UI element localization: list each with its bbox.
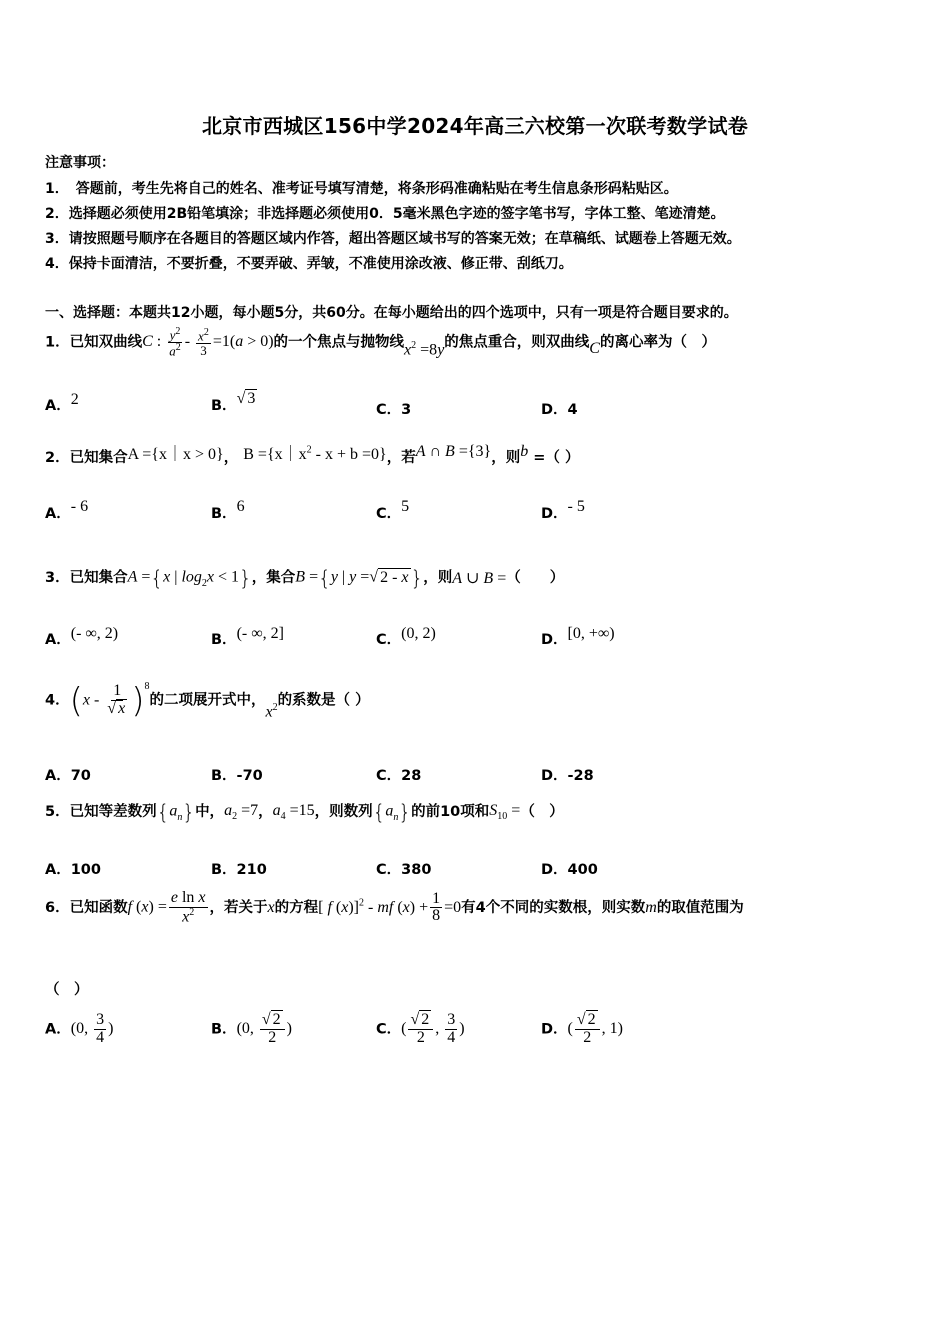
- q6-option-a: A．(0, $\frac{3}{4}$ ): [45, 1011, 114, 1046]
- page-title: 北京市西城区156中学2024年高三六校第一次联考数学试卷: [201, 114, 749, 138]
- q2-option-a: A．- 6: [45, 498, 89, 522]
- q4-option-c: C．28: [376, 768, 422, 784]
- section-heading: 一、选择题：本题共12小题，每小题5分，共60分。在每小题给出的四个选项中，只有一项是符合题目要求的。: [45, 305, 738, 321]
- q6-answer-paren: （ ）: [45, 982, 89, 998]
- q4-option-b: B．-70: [211, 768, 263, 784]
- q6-option-b: B．(0, $\frac{√ 2}{2}$ ): [211, 1011, 292, 1046]
- q2-option-b: B．6: [211, 498, 245, 522]
- note-item-3: 3．请按照题号顺序在各题目的答题区域内作答，超出答题区域书写的答案无效；在草稿纸、试题卷上答题无效。: [45, 231, 741, 247]
- note-item-2: 2．选择题必须使用2B铅笔填涂；非选择题必须使用0．5毫米黑色字迹的签字笔书写，字体工整、笔迹清楚。: [45, 206, 725, 222]
- notes-heading: 注意事项：: [45, 155, 115, 171]
- q3-option-a: A．(- ∞, 2): [45, 625, 119, 648]
- q6-option-d: D．( $\frac{√ 2}{2}$ , 1): [541, 1011, 623, 1046]
- note-item-4: 4．保持卡面清洁，不要折叠，不要弄破、弄皱，不准使用涂改液、修正带、刮纸刀。: [45, 256, 573, 272]
- question-3: 3．已知集合A ={x | $\log_2x < 1$}，集合B ={y | y =√ 2 - x }，则A ∪ B =（ ）: [45, 566, 565, 590]
- question-1: 1．已知双曲线C : $\frac{y^2}{a^2}$ - $\frac{x^2}{3}$ =1(a > 0)的一个焦点与抛物线$x^2 =8y$的焦点重合，则双曲线C的离心率为（ ）: [45, 326, 716, 359]
- q3-option-d: D．[0, +∞): [541, 625, 615, 648]
- question-6: 6．已知函数f (x) = $\frac{\text{e ln x}}{x^2}$ ，若关于x的方程[ f (x)]$^2$ - mf (x) + $\frac{1}{8}$ =0有4个不同的实数根，则实数m的取值范围为: [45, 889, 744, 926]
- q1-option-a: A．2: [45, 391, 79, 414]
- q3-option-c: C．(0, 2): [376, 625, 436, 648]
- q6-option-c: C．( $\frac{√ 2}{2}$ , $\frac{3}{4}$ ): [376, 1011, 465, 1046]
- q3-option-b: B．(- ∞, 2]: [211, 625, 284, 648]
- q1-option-d: D．4: [541, 402, 578, 418]
- question-4: 4．(x - $\frac{1}{√ x}$ )$^8$的二项展开式中，$x^2$的系数是（ ）: [45, 680, 370, 721]
- q4-option-d: D．-28: [541, 768, 594, 784]
- q2-option-c: C．5: [376, 498, 410, 522]
- q1-option-b: B．√ 3: [211, 390, 256, 414]
- question-5: 5．已知等差数列$\{a_n\}$中，$a_2 =7$，$a_4 =15$，则数列$\{a_n\}$的前10项和$S_{10}$ =（ ）: [45, 800, 564, 824]
- note-item-1: 1． 答题前，考生先将自己的姓名、准考证号填写清楚，将条形码准确粘贴在考生信息条形码粘贴区。: [45, 181, 678, 197]
- q2-option-d: D．- 5: [541, 498, 585, 522]
- q5-option-c: C．380: [376, 862, 432, 878]
- q1-option-c: C．3: [376, 402, 412, 418]
- q4-option-a: A．70: [45, 768, 91, 784]
- q5-option-b: B．210: [211, 862, 267, 878]
- q5-option-a: A．100: [45, 862, 101, 878]
- question-2: 2．已知集合A ={x｜x > 0}， $B =\{x|x^2 - x + b =0\}$，若A ∩ B ={3}，则b =（ ）: [45, 443, 580, 466]
- q5-option-d: D．400: [541, 862, 598, 878]
